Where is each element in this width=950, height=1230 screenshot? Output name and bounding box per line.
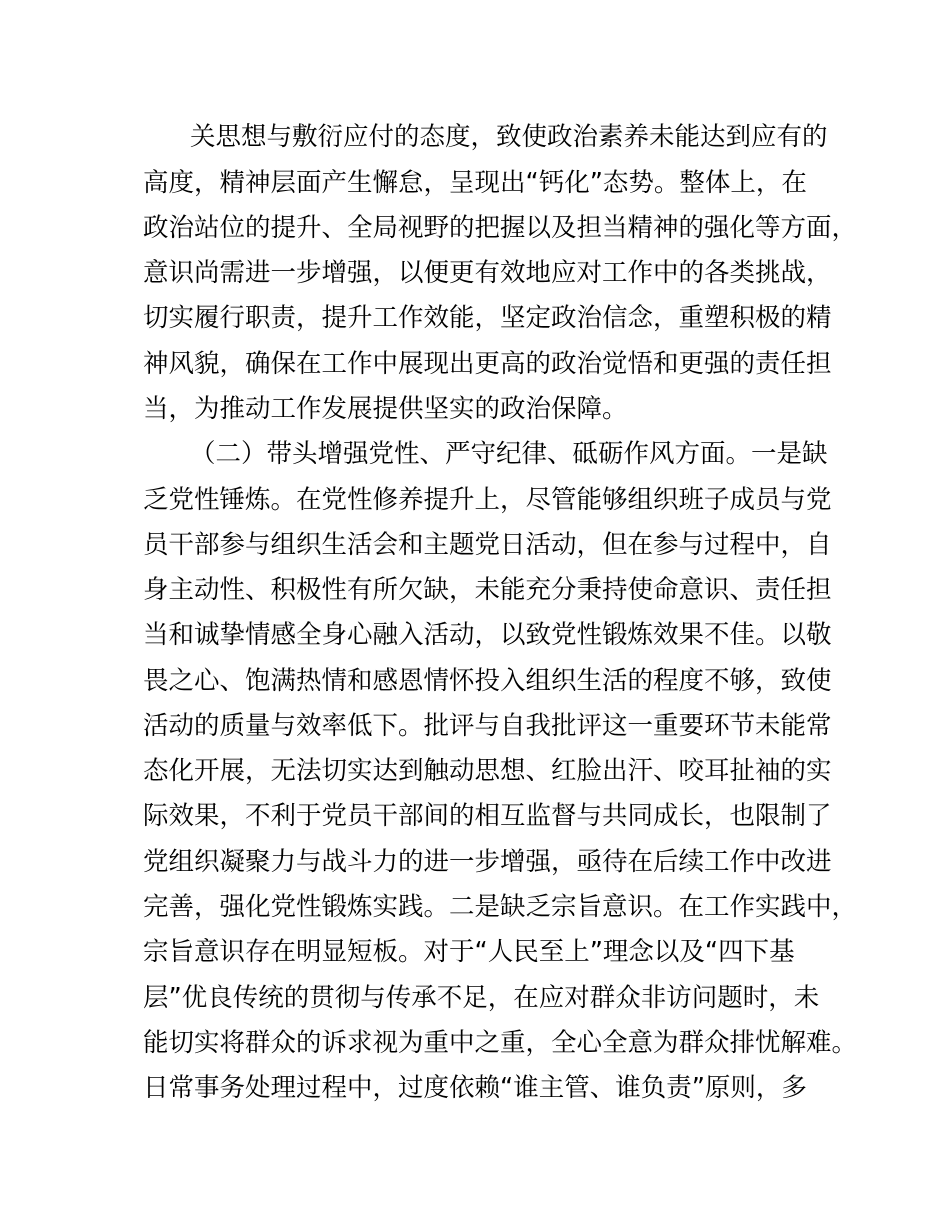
section-heading-line: （二）带头增强党性、严守纪律、砥砺作风方面。一是缺 xyxy=(190,439,828,469)
text-line: 际效果，不利于党员干部间的相互监督与共同成长，也限制了 xyxy=(143,801,832,831)
text-line: 党组织凝聚力与战斗力的进一步增强，亟待在后续工作中改进 xyxy=(143,847,832,877)
text-line: 高度，精神层面产生懈怠，呈现出“钙化”态势。整体上，在 xyxy=(143,168,807,198)
text-line: 政治站位的提升、全局视野的把握以及担当精神的强化等方面， xyxy=(143,213,858,243)
text-line: 员干部参与组织生活会和主题党日活动，但在参与过程中，自 xyxy=(143,530,832,560)
text-line: 日常事务处理过程中，过度依赖“谁主管、谁负责”原则，多 xyxy=(143,1073,807,1103)
text-line: 切实履行职责，提升工作效能，坚定政治信念，重塑积极的精 xyxy=(143,303,832,333)
text-line: 层”优良传统的贯彻与传承不足，在应对群众非访问题时，未 xyxy=(143,983,820,1013)
text-line: 活动的质量与效率低下。批评与自我批评这一重要环节未能常 xyxy=(143,711,832,741)
text-line: 畏之心、饱满热情和感恩情怀投入组织生活的程度不够，致使 xyxy=(143,666,832,696)
text-line: 乏党性锤炼。在党性修养提升上，尽管能够组织班子成员与党 xyxy=(143,485,832,515)
text-line: 关思想与敷衍应付的态度，致使政治素养未能达到应有的 xyxy=(190,122,828,152)
text-line: 能切实将群众的诉求视为重中之重，全心全意为群众排忧解难。 xyxy=(143,1028,858,1058)
text-line: 意识尚需进一步增强，以便更有效地应对工作中的各类挑战， xyxy=(143,258,832,288)
text-line: 完善，强化党性锻炼实践。二是缺乏宗旨意识。在工作实践中， xyxy=(143,892,858,922)
text-line: 身主动性、积极性有所欠缺，未能充分秉持使命意识、责任担 xyxy=(143,575,832,605)
text-line: 态化开展，无法切实达到触动思想、红脸出汗、咬耳扯袖的实 xyxy=(143,756,832,786)
text-line: 当和诚挚情感全身心融入活动，以致党性锻炼效果不佳。以敬 xyxy=(143,620,832,650)
text-line: 当，为推动工作发展提供坚实的政治保障。 xyxy=(143,394,628,424)
text-line: 神风貌，确保在工作中展现出更高的政治觉悟和更强的责任担 xyxy=(143,349,832,379)
text-line: 宗旨意识存在明显短板。对于“人民至上”理念以及“四下基 xyxy=(143,937,795,967)
